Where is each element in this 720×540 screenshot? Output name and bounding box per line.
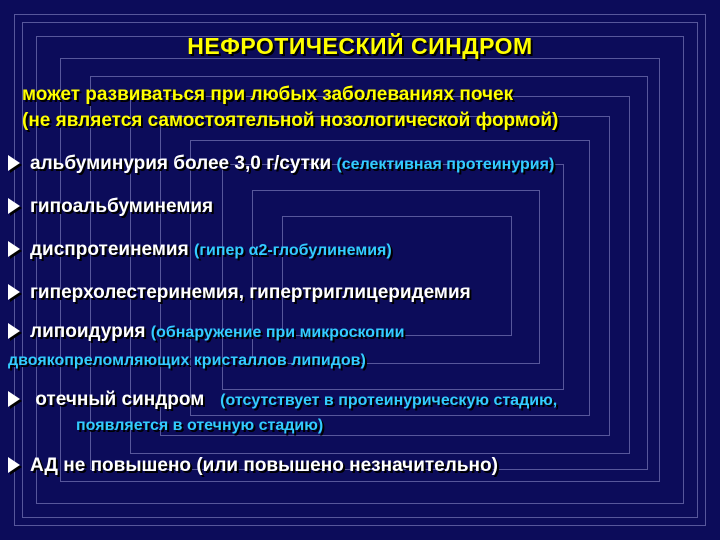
bullet-main-text: гиперхолестеринемия, гипертриглицеридемия bbox=[30, 282, 471, 303]
bullet-main-text: гипоальбуминемия bbox=[30, 196, 214, 217]
bullet-note-line-2: двоякопреломляющих кристаллов липидов) bbox=[8, 352, 366, 369]
arrow-bullet-icon bbox=[8, 198, 20, 214]
subtitle-line-2: (не является самостоятельной нозологической формой) bbox=[22, 110, 559, 131]
bullet-main-text: липоидурия bbox=[30, 321, 146, 342]
bullet-note-line-2: появляется в отечную стадию) bbox=[76, 417, 324, 434]
bullet-edema-continued bbox=[76, 411, 714, 439]
bullet-edema bbox=[8, 386, 714, 414]
arrow-bullet-icon bbox=[8, 323, 20, 339]
alpha-symbol: α bbox=[248, 242, 259, 259]
slide-title: НЕФРОТИЧЕСКИЙ СИНДРОМ bbox=[187, 33, 533, 59]
arrow-bullet-icon bbox=[8, 155, 20, 171]
bullet-dysproteinemia bbox=[8, 236, 714, 264]
bullet-note-line-1: (обнаружение при микроскопии bbox=[150, 324, 405, 341]
arrow-bullet-icon bbox=[8, 457, 20, 473]
bullet-note: (селективная протеинурия) bbox=[336, 156, 555, 173]
arrow-bullet-icon bbox=[8, 284, 20, 300]
bullet-main-text: отечный синдром bbox=[35, 389, 205, 410]
bullet-hypoalbuminemia bbox=[8, 193, 714, 220]
arrow-bullet-icon bbox=[8, 391, 20, 407]
arrow-bullet-icon bbox=[8, 241, 20, 257]
bullet-main-text: диспротеинемия bbox=[30, 239, 189, 260]
bullet-albuminuria bbox=[8, 150, 714, 178]
bullet-note: (гипер α2-глобулинемия) bbox=[193, 242, 392, 259]
bullet-lipoiduria bbox=[8, 318, 714, 374]
bullet-blood-pressure bbox=[8, 452, 714, 479]
bullet-main-text: альбуминурия более 3,0 г/сутки bbox=[30, 153, 332, 174]
bullet-main-text: АД не повышено (или повышено незначительно) bbox=[30, 455, 498, 476]
bullet-note-line-1: (отсутствует в протеинурическую стадию, bbox=[220, 392, 558, 409]
subtitle-line-1: может развиваться при любых заболеваниях почек bbox=[22, 84, 514, 105]
bullet-hypercholesterolemia bbox=[8, 279, 714, 306]
